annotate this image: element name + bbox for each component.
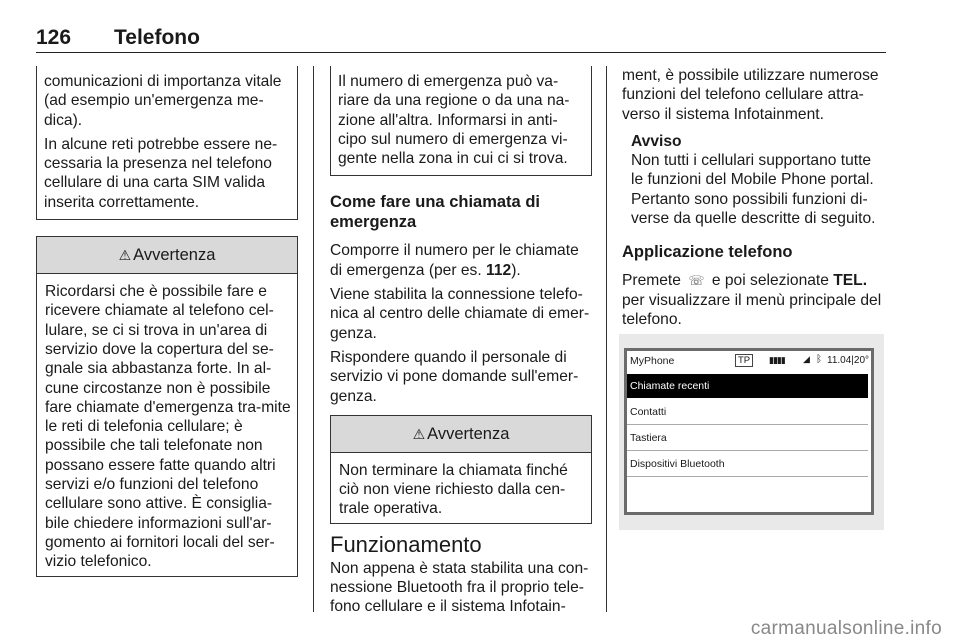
warning-icon: ⚠ bbox=[412, 425, 426, 442]
paragraph-connection: Viene stabilita la connessione telefo-nica al centro delle chiamate di emer-genza. bbox=[330, 286, 590, 342]
emergency-number-text: Il numero di emergenza può va-riare da una regione o da una na-zione all'altra. Informarsi in anti-cipo sul numero di emergenza vi-gente nella zona in cui ci si trova. bbox=[338, 73, 570, 168]
paragraph-dial bbox=[330, 241, 592, 280]
note-text: Non tutti i cellulari supportano tutte le funzioni del Mobile Phone portal. Pertanto sono possibili funzioni di-verse da quelle descritte di seguito. bbox=[631, 152, 876, 228]
menu-item-contacts[interactable]: Contatti bbox=[627, 400, 868, 425]
text: ). bbox=[511, 261, 521, 279]
paragraph-functions: ment, è possibile utilizzare numerose funzioni del telefono cellulare attra-verso il sistema Infotainment. bbox=[622, 67, 879, 123]
warning-header bbox=[37, 237, 297, 274]
warning-title-2: Avvertenza bbox=[427, 424, 510, 443]
column-divider-2 bbox=[606, 66, 607, 612]
heading-phone-app: Applicazione telefono bbox=[622, 243, 793, 262]
battery-icon: ▮▮▮▮ bbox=[769, 355, 785, 365]
page-header bbox=[36, 26, 886, 53]
column-divider-1 bbox=[313, 66, 314, 612]
heading-funzionamento: Funzionamento bbox=[330, 531, 482, 557]
note-block bbox=[622, 132, 886, 228]
clock: 11.04|20° bbox=[827, 355, 870, 366]
time: 11.04 bbox=[827, 355, 852, 366]
warning-box-2 bbox=[330, 415, 592, 524]
text: per visualizzare il menù principale del telefono. bbox=[622, 291, 882, 328]
screen-frame bbox=[624, 348, 874, 515]
warning-box bbox=[36, 236, 298, 576]
menu-item-bluetooth-devices[interactable]: Dispositivi Bluetooth bbox=[627, 452, 868, 477]
temperature: 20° bbox=[853, 355, 870, 366]
warning-text-2: Non terminare la chiamata finché ciò non viene richiesto dalla cen-trale operativa. bbox=[339, 461, 568, 518]
menu-item-keypad[interactable]: Tastiera bbox=[627, 426, 868, 451]
section-title: Telefono bbox=[114, 26, 200, 49]
phone-icon: ☏ bbox=[688, 273, 705, 289]
menu-item-recent-calls[interactable]: Chiamate recenti bbox=[627, 374, 868, 398]
paragraph-answer: Rispondere quando il personale di servizio vi pone domande sull'emer-genza. bbox=[330, 348, 579, 405]
warning-title: Avvertenza bbox=[133, 246, 216, 265]
info-box-text-1: comunicazioni di importanza vitale (ad esempio un'emergenza me-dica). bbox=[44, 73, 282, 129]
text: Premete bbox=[622, 272, 686, 290]
warning-icon: ⚠ bbox=[118, 247, 132, 264]
tp-badge: TP bbox=[735, 354, 753, 367]
warning-header-2 bbox=[331, 416, 591, 453]
infotainment-screenshot bbox=[619, 334, 884, 530]
heading-emergency-call: Come fare una chiamata di emergenza bbox=[330, 193, 540, 232]
paragraph-bluetooth: Non appena è stata stabilita una con-nessione Bluetooth fra il proprio tele-fono cellulare e il sistema Infotain- bbox=[330, 559, 589, 616]
info-box-text-2: In alcune reti potrebbe essere ne-cessaria la presenza nel telefono cellulare di una carta SIM valida inserita correttamente. bbox=[44, 135, 278, 211]
column-1 bbox=[36, 66, 298, 593]
emergency-number: 112 bbox=[486, 261, 512, 279]
note-label: Avviso bbox=[631, 132, 682, 150]
text: e poi selezionate bbox=[707, 272, 834, 290]
status-bar bbox=[627, 351, 871, 372]
watermark: carmanualsonline.info bbox=[750, 618, 942, 639]
signal-icon: ◢ bbox=[803, 354, 810, 364]
column-3 bbox=[622, 66, 886, 334]
warning-text: Ricordarsi che è possibile fare e ricevere chiamate al telefono cel-lulare, se ci si trova in un'area di servizio dove la copertura del se-gnale sia abbastanza forte. In al-cune circostanze non è possibile fare chiamate d'emergenza tra-mite le reti di telefonia cellulare; è possibile che tali telefonate non possano essere fatte quando altri servizi e/o funzioni del telefono cellulare sono attive. È consiglia-bile chiedere informazioni sull'ar-gomento ai fornitori locali del ser-vizio telefonico. bbox=[45, 283, 291, 571]
page-number: 126 bbox=[36, 26, 72, 49]
tel-label: TEL. bbox=[833, 272, 868, 290]
info-box bbox=[36, 66, 298, 220]
text: Comporre il numero per le chiamate di emergenza (per es. bbox=[330, 242, 579, 279]
screen-title: MyPhone bbox=[630, 355, 675, 367]
column-2 bbox=[330, 66, 592, 622]
emergency-number-box bbox=[330, 66, 592, 176]
screen-display bbox=[627, 351, 871, 512]
bluetooth-icon: ᛒ bbox=[816, 354, 822, 365]
paragraph-press bbox=[622, 271, 886, 329]
